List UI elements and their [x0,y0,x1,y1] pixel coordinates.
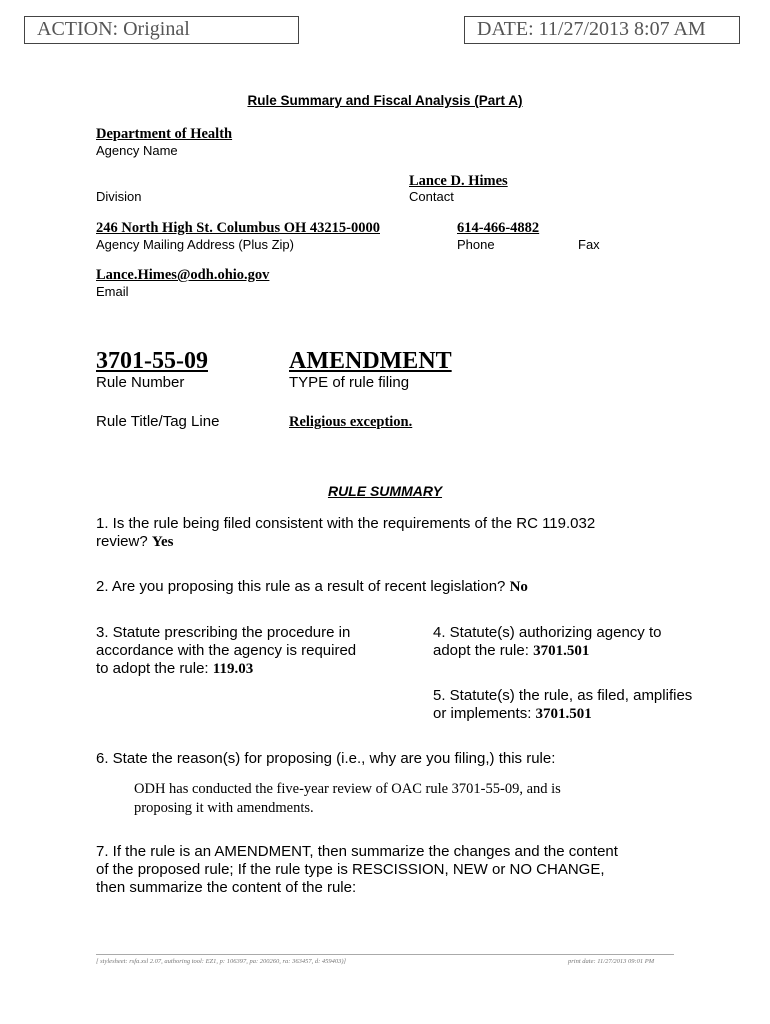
question-1-line-2 [96,533,595,551]
address-value: 246 North High St. Columbus OH 43215-0000 [96,220,380,236]
question-3-line-1: 3. Statute prescribing the procedure in [96,624,351,641]
question-6-answer-line-2: proposing it with amendments. [134,800,314,816]
question-5-line-2 [433,705,692,723]
rule-type-value: AMENDMENT [289,348,452,374]
question-5-line-1: 5. Statute(s) the rule, as filed, amplifies [433,687,693,704]
question-6-answer [134,780,561,818]
footer-print-date: print date: 11/27/2013 09:01 PM [568,958,655,965]
question-5-line-2-text: or implements: [433,705,532,722]
question-4 [433,624,661,660]
phone-label: Phone [457,237,495,252]
question-1-answer: Yes [151,534,174,550]
fax-label: Fax [578,237,600,252]
question-2-text: 2. Are you proposing this rule as a result of recent legislation? [96,578,506,595]
date-box [464,16,740,44]
rule-number-label: Rule Number [96,374,185,391]
agency-name-value: Department of Health [96,126,233,142]
question-2-answer: No [509,579,528,595]
rule-summary-heading: RULE SUMMARY [327,483,443,499]
question-5-answer: 3701.501 [535,706,592,722]
rule-number-value: 3701-55-09 [96,348,208,374]
question-3 [96,624,356,678]
question-3-answer: 119.03 [212,661,254,677]
question-4-line-1: 4. Statute(s) authorizing agency to [433,624,662,641]
action-text: ACTION: Original [37,18,190,40]
question-7-line-3: then summarize the content of the rule: [96,879,357,896]
phone-value: 614-466-4882 [457,220,540,236]
email-label: Email [96,284,129,299]
contact-value: Lance D. Himes [409,173,508,189]
question-3-line-2: accordance with the agency is required [96,642,357,659]
email-value: Lance.Himes@odh.ohio.gov [96,267,270,283]
agency-name-label: Agency Name [96,143,178,158]
question-1 [96,515,595,551]
question-4-answer: 3701.501 [533,643,590,659]
question-5 [433,687,692,723]
question-6-answer-line-1: ODH has conducted the five-year review of OAC rule 3701-55-09, and is [134,781,561,797]
question-6: 6. State the reason(s) for proposing (i.e., why are you filing,) this rule: [96,750,556,767]
question-4-line-2-text: adopt the rule: [433,642,529,659]
rule-type-label: TYPE of rule filing [289,374,410,391]
rule-title-value: Religious exception. [289,414,413,430]
rule-title-label: Rule Title/Tag Line [96,413,220,430]
question-4-line-2 [433,642,661,660]
question-7-line-2: of the proposed rule; If the rule type is RESCISSION, NEW or NO CHANGE, [96,861,605,878]
question-2 [96,578,528,596]
question-3-line-3-text: to adopt the rule: [96,660,209,677]
question-1-line-2-text: review? [96,533,148,550]
division-label: Division [96,189,142,204]
page-title: Rule Summary and Fiscal Analysis (Part A) [247,93,523,108]
footer-divider [96,954,674,955]
date-text: DATE: 11/27/2013 8:07 AM [477,18,706,40]
question-7-line-1: 7. If the rule is an AMENDMENT, then summarize the changes and the content [96,843,618,860]
contact-label: Contact [409,189,454,204]
address-label: Agency Mailing Address (Plus Zip) [96,237,294,252]
question-3-line-3 [96,660,356,678]
question-1-line-1: 1. Is the rule being filed consistent with the requirements of the RC 119.032 [96,515,596,532]
footer-stylesheet-info: [ stylesheet: rsfa.xsl 2.07, authoring tool: EZ1, p: 106397, pa: 200260, ra: 363457, d: 459403)] [96,958,347,965]
action-box [24,16,299,44]
question-7 [96,843,618,897]
